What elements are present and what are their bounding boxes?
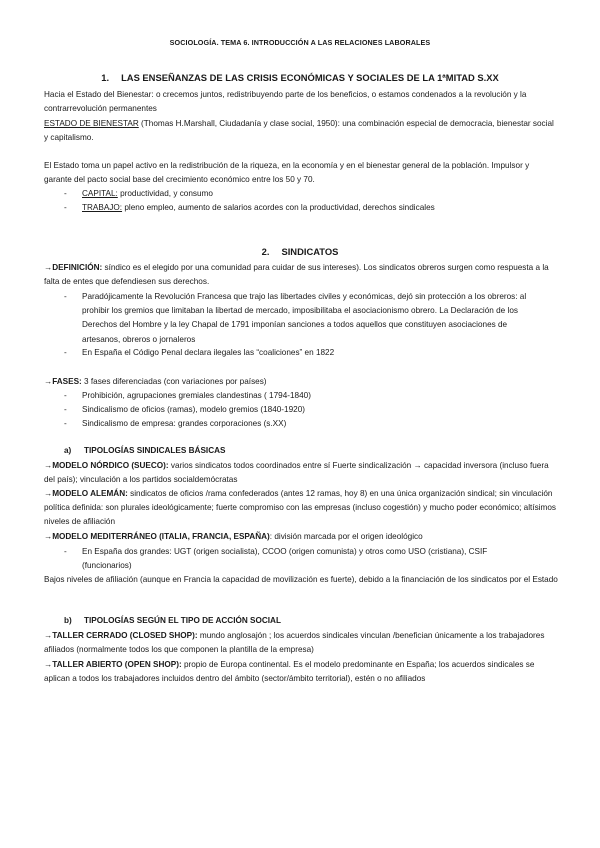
capital-label: CAPITAL: [82,189,118,198]
fases-label: →FASES: [44,377,82,386]
section-2-title: SINDICATOS [281,246,339,257]
modelo-mediterraneo-text: : división marcada por el origen ideológico [269,532,423,541]
taller-abierto-label: →TALLER ABIERTO (OPEN SHOP): [44,660,182,669]
definicion-label: →DEFINICIÓN: [44,263,103,272]
trabajo-label: TRABAJO: [82,203,123,212]
list-dash: - [64,547,67,556]
modelo-aleman-label: →MODELO ALEMÁN: [44,489,128,498]
section-2-number: 2. [261,246,270,257]
modelo-nordico-text: varios sindicatos todos coordinados entre sí Fuerte sindicalización → capacidad inversora (incluso fuera del país); vinculación a los partidos socialdemócratas [44,461,549,485]
section-2-heading [0,246,600,257]
list-item-revolucion [64,290,542,347]
subsection-a-heading [64,446,225,455]
list-dash: - [64,348,67,357]
subsection-a-title: TIPOLOGÍAS SINDICALES BÁSICAS [84,446,226,455]
estado-role-paragraph: El Estado toma un papel activo en la redistribución de la riqueza, en la economía y en el bienestar general de la población. Impulsor y garante del pacto social base del crecimiento económico entre los 50 y 70. [44,161,530,185]
list-dash: - [64,203,67,212]
list-item-capital [64,187,544,201]
list-dash: - [64,419,67,428]
fases-paragraph [44,375,558,389]
section-1-number: 1. [101,72,110,83]
section-1-heading [0,72,600,83]
modelo-nordico-paragraph [44,459,558,487]
modelo-mediterraneo-label: →MODELO MEDITERRÁNEO (ITALIA, FRANCIA, ESPAÑA) [44,532,270,541]
taller-abierto-text: propio de Europa continental. Es el modelo predominante en España; los acuerdos sindicales se aplican a todos los trabajadores incluidos dentro del ámbito (sector/ámbito territorial), estén o no afiliados [44,660,535,684]
fase-2-text: Sindicalismo de oficios (ramas), modelo gremios (1840-1920) [82,405,305,414]
capital-text: productividad, y consumo [117,189,213,198]
modelo-aleman-text: sindicatos de oficios /rama confederados (antes 12 ramas, hoy 8) en una única organización sindical; sin vinculación política definida: son plurales ideológicamente; fuerte compromiso con las empresas (incluso cogestión) y mucho poder económico; altísimos niveles de afiliación [44,489,556,527]
list-item-fase-2 [64,403,544,417]
subsection-a-number: a) [64,446,72,455]
list-item-trabajo [64,201,544,215]
subsection-b-number: b) [64,616,72,625]
list-dash: - [64,405,67,414]
modelo-aleman-paragraph [44,487,558,530]
list-dash: - [64,189,67,198]
definicion-paragraph [44,261,558,289]
list-dash: - [64,391,67,400]
section-1-intro: Hacia el Estado del Bienestar: o crecemos juntos, redistribuyendo parte de los beneficios, o estamos condenados a la revolución y la contrarrevolución permanentes [44,90,527,114]
section-1-title: LAS ENSEÑANZAS DE LAS CRISIS ECONÓMICAS Y SOCIALES DE LA 1ªMITAD S.XX [121,72,499,83]
codigo-penal-text: En España el Código Penal declara ilegales las “coaliciones” en 1822 [82,348,335,357]
estado-bienestar-label: ESTADO DE BIENESTAR [44,119,139,128]
revolucion-text: Paradójicamente la Revolución Francesa que trajo las libertades civiles y económicas, dejó sin protección a los obreros: al prohibir los gremios que limitaban la libertad de mercado, imposibilitaba el asociacionismo obrero. La Declaración de los Derechos del Hombre y la ley Chapal de 1791 imponían sanciones a todos aquellos que constituyen asociaciones de artesanos, obreros o jornaleros [82,292,527,344]
fase-3-text: Sindicalismo de empresa: grandes corporaciones (s.XX) [82,419,287,428]
list-item-fase-3 [64,417,544,431]
estado-bienestar-text: (Thomas H.Marshall, Ciudadanía y clase social, 1950): una combinación especial de democracia, bienestar social y capitalismo. [44,119,554,143]
taller-cerrado-paragraph [44,629,558,657]
list-item-fase-1 [64,389,544,403]
list-item-codigo-penal [64,346,544,360]
subsection-b-heading [64,616,281,625]
estado-bienestar-paragraph [44,117,558,145]
taller-abierto-paragraph [44,658,558,686]
list-item-espana-sindicatos [64,545,534,573]
definicion-text: síndico es el elegido por una comunidad para cuidar de sus intereses). Los sindicatos obreros surgen como respuesta a la falta de entes que defendiesen sus derechos. [44,263,549,287]
modelo-mediterraneo-paragraph [44,530,558,544]
taller-cerrado-label: →TALLER CERRADO (CLOSED SHOP): [44,631,198,640]
espana-sindicatos-text: En España dos grandes: UGT (origen socialista), CCOO (origen comunista) y otros como USO (cristiana), CSIF (funcionarios) [82,547,488,571]
document-header-title: SOCIOLOGÍA. TEMA 6. INTRODUCCIÓN A LAS RELACIONES LABORALES [169,38,431,47]
modelo-nordico-label: →MODELO NÓRDICO (SUECO): [44,461,169,470]
fase-1-text: Prohibición, agrupaciones gremiales clandestinas ( 1794-1840) [82,391,311,400]
taller-cerrado-text: mundo anglosajón ; los acuerdos sindicales vinculan /benefician únicamente a los trabajadores afiliados (normalmente todos los que componen la plantilla de la empresa) [44,631,545,655]
bajos-niveles-paragraph: Bajos niveles de afiliación (aunque en Francia la capacidad de movilización es fuerte), debido a la financiación de los sindicatos por el Estado [44,575,558,584]
fases-text: 3 fases diferenciadas (con variaciones por países) [81,377,267,386]
trabajo-text: pleno empleo, aumento de salarios acordes con la productividad, derechos sindicales [122,203,435,212]
subsection-b-title: TIPOLOGÍAS SEGÚN EL TIPO DE ACCIÓN SOCIAL [84,616,281,625]
list-dash: - [64,292,67,301]
